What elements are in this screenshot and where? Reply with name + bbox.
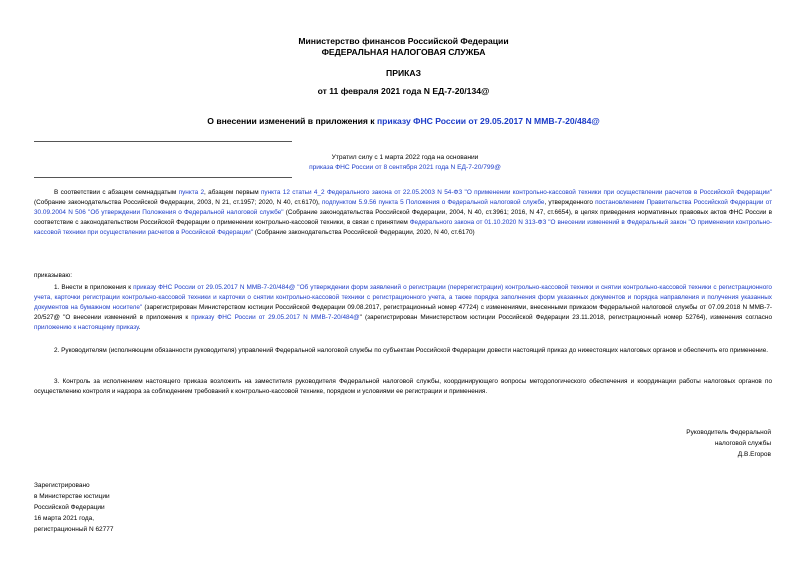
preamble-text: (Собрание законодательства Российской Федерации, 2020, N 40, ст.6170) <box>253 229 475 236</box>
signature-name: Д.В.Егоров <box>737 451 771 458</box>
item-1-text: " (зарегистрирован Министерством юстиции Российской Федерации 23.11.2018, регистрационный номер 52764), изменения согласно <box>359 314 772 321</box>
registration-block <box>34 480 234 535</box>
preamble-link[interactable]: подпунктом 5.9.56 пункта 5 Положения о Федеральной налоговой службе <box>321 199 545 206</box>
preamble-text: , абзацем первым <box>204 189 261 196</box>
divider-top <box>34 141 292 142</box>
preamble-link[interactable]: пункта 12 статьи 4_2 Федерального закона от 22.05.2003 N 54-ФЗ "О применении контрольно-кассовой техники при осуществлении расчетов в Российской Федерации" <box>260 189 773 196</box>
registration-line: Зарегистрировано <box>34 482 90 489</box>
preamble-text: В соответствии с абзацем семнадцатым <box>54 189 179 196</box>
document-type: ПРИКАЗ <box>386 68 421 78</box>
item-1-text: . <box>138 324 141 331</box>
item-1-link[interactable]: приложению к настоящему приказу <box>34 324 139 331</box>
preamble-link[interactable]: постановлением Правительства Российской Федерации от 30.09.2004 N 506 "Об утверждении Положения о Федеральной налоговой службе" <box>34 199 772 216</box>
preamble-text: (Собрание законодательства Российской Федерации, 2004, N 40, ст.3961; 2016, N 47, ст.6654), в целях приведения нормативных правовых актов ФНС России в соответствие с законодательством Российской Федерации о применении контрольно-кассовой техники, в связи с принятием <box>34 209 772 226</box>
title-link[interactable]: приказу ФНС России от 29.05.2017 N ММВ-7-20/484@ <box>376 116 600 126</box>
item-1-link[interactable]: приказу ФНС России от 29.05.2017 N ММВ-7-20/484@ "Об утверждении форм заявлений о регистрации (перерегистрации) контрольно-кассовой техники и снятии контрольно-кассовой техники с регистрационного учета, карточки регистрации контрольно-кассовой техники и карточки о снятии контрольно-кассовой техники с регистрационного учета, а также порядка заполнения форм указанных документов и порядка направления и получения указанных документов на бумажном носителе" <box>34 284 772 311</box>
preamble-text: , утвержденного <box>544 199 596 206</box>
signature-title-line: налоговой службы <box>714 440 771 447</box>
title-prefix: О внесении изменений в приложения к <box>207 116 377 126</box>
registration-line: в Министерстве юстиции <box>34 493 110 500</box>
signature-title-line: Руководитель Федеральной <box>686 429 771 436</box>
document-title <box>0 116 807 126</box>
expired-note <box>260 153 550 173</box>
item-1-link[interactable]: приказу ФНС России от 29.05.2017 N ММВ-7-20/484@ <box>191 314 360 321</box>
item-1-paragraph <box>34 283 772 333</box>
order-word: приказываю: <box>34 272 72 279</box>
divider-bottom <box>34 177 292 178</box>
ministry-name: Министерство финансов Российской Федерации <box>298 36 509 46</box>
registration-line: 16 марта 2021 года, <box>34 515 95 522</box>
item-2-paragraph: 2. Руководителям (исполняющим обязанности руководителя) управлений Федеральной налоговой службы по субъектам Российской Федерации довести настоящий приказ до нижестоящих налоговых органов и обеспечить его применение. <box>54 347 769 354</box>
preamble-text: (Собрание законодательства Российской Федерации, 2003, N 21, ст.1957; 2020, N 40, ст.6170), <box>34 199 322 206</box>
item-1-text: 1. Внести в приложения к <box>54 284 134 291</box>
preamble-link[interactable]: пункта 2 <box>178 189 205 196</box>
preamble-link[interactable]: Федерального закона от 01.10.2020 N 313-ФЗ "О внесении изменений в Федеральный закон "О применении контрольно-кассовой техники при осуществлении расчетов в Российской Федерации" <box>34 219 772 236</box>
registration-line: регистрационный N 62777 <box>34 526 114 533</box>
registration-line: Российской Федерации <box>34 504 105 511</box>
document-date-number: от 11 февраля 2021 года N ЕД-7-20/134@ <box>317 86 490 96</box>
item-1-text: (зарегистрирован Министерством юстиции Российской Федерации 09.08.2017, регистрационный номер 47724) с изменениями, внесенными приказом Федеральной налоговой службы от 07.09.2018 N ММВ-7-20/527@ "О внесении изменений в приложения к <box>34 304 773 321</box>
expired-note-text: Утратил силу с 1 марта 2022 года на основании <box>331 154 479 161</box>
item-3-paragraph: 3. Контроль за исполнением настоящего приказа возложить на заместителя руководителя Федеральной налоговой службы, координирующего вопросы методологического обеспечения и координации работы налоговых органов по осуществлению контроля и надзора за соблюдением требований к контрольно-кассовой технике, порядком и условиями ее регистрации и применения. <box>34 378 772 395</box>
service-name: ФЕДЕРАЛЬНАЯ НАЛОГОВАЯ СЛУЖБА <box>321 47 486 57</box>
expired-note-link[interactable]: приказа ФНС России от 8 сентября 2021 года N ЕД-7-20/799@ <box>309 164 501 171</box>
preamble-paragraph <box>34 188 772 238</box>
signature-block <box>551 427 771 460</box>
